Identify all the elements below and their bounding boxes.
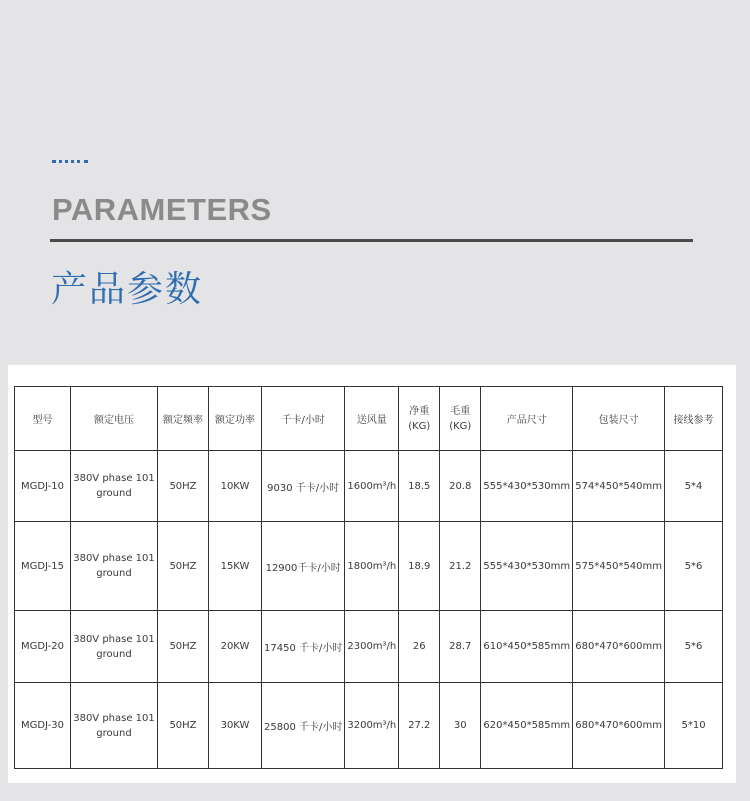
cell-net-weight: 27.2: [399, 683, 440, 769]
cell-power: 30KW: [209, 683, 262, 769]
cell-model: MGDJ-10: [15, 451, 71, 522]
column-header: 型号: [15, 387, 71, 451]
column-header: 毛重(KG): [440, 387, 481, 451]
cell-wiring: 5*6: [665, 522, 723, 611]
cell-gross-weight: 30: [440, 683, 481, 769]
cell-kcal: 17450 千卡/小时: [262, 611, 345, 683]
table-header-row: [15, 387, 723, 451]
cell-net-weight: 18.9: [399, 522, 440, 611]
column-header: 净重(KG): [399, 387, 440, 451]
cell-airflow: 3200m³/h: [345, 683, 399, 769]
section-title-en: PARAMETERS: [52, 192, 272, 227]
cell-model: MGDJ-20: [15, 611, 71, 683]
cell-power: 15KW: [209, 522, 262, 611]
cell-kcal: 25800 千卡/小时: [262, 683, 345, 769]
cell-product-size: 610*450*585mm: [481, 611, 573, 683]
column-header: 送风量: [345, 387, 399, 451]
table-row: [15, 611, 723, 683]
cell-frequency: 50HZ: [158, 451, 209, 522]
cell-power: 20KW: [209, 611, 262, 683]
cell-voltage: 380V phase 101 ground: [71, 451, 158, 522]
cell-wiring: 5*4: [665, 451, 723, 522]
column-header: 额定功率: [209, 387, 262, 451]
cell-product-size: 620*450*585mm: [481, 683, 573, 769]
cell-wiring: 5*10: [665, 683, 723, 769]
cell-airflow: 2300m³/h: [345, 611, 399, 683]
cell-power: 10KW: [209, 451, 262, 522]
section-title-cn: 产品参数: [51, 269, 204, 310]
cell-package-size: 680*470*600mm: [573, 683, 665, 769]
decorative-dots: [52, 160, 88, 163]
cell-model: MGDJ-30: [15, 683, 71, 769]
cell-kcal: 9030 千卡/小时: [262, 451, 345, 522]
cell-wiring: 5*6: [665, 611, 723, 683]
column-header: 额定电压: [71, 387, 158, 451]
table-row: [15, 451, 723, 522]
cell-package-size: 680*470*600mm: [573, 611, 665, 683]
column-header: 包装尺寸: [573, 387, 665, 451]
cell-airflow: 1800m³/h: [345, 522, 399, 611]
cell-model: MGDJ-15: [15, 522, 71, 611]
column-header: 额定频率: [158, 387, 209, 451]
cell-package-size: 574*450*540mm: [573, 451, 665, 522]
cell-package-size: 575*450*540mm: [573, 522, 665, 611]
cell-voltage: 380V phase 101 ground: [71, 683, 158, 769]
column-header: 千卡/小时: [262, 387, 345, 451]
cell-voltage: 380V phase 101 ground: [71, 522, 158, 611]
column-header: 接线参考: [665, 387, 723, 451]
column-header: 产品尺寸: [481, 387, 573, 451]
title-divider: [50, 239, 693, 242]
cell-gross-weight: 28.7: [440, 611, 481, 683]
table-row: [15, 522, 723, 611]
cell-kcal: 12900千卡/小时: [262, 522, 345, 611]
cell-airflow: 1600m³/h: [345, 451, 399, 522]
cell-frequency: 50HZ: [158, 683, 209, 769]
cell-frequency: 50HZ: [158, 522, 209, 611]
cell-product-size: 555*430*530mm: [481, 451, 573, 522]
cell-product-size: 555*430*530mm: [481, 522, 573, 611]
table-row: [15, 683, 723, 769]
cell-frequency: 50HZ: [158, 611, 209, 683]
cell-net-weight: 26: [399, 611, 440, 683]
cell-voltage: 380V phase 101 ground: [71, 611, 158, 683]
cell-net-weight: 18.5: [399, 451, 440, 522]
parameters-table: [14, 386, 723, 769]
cell-gross-weight: 20.8: [440, 451, 481, 522]
cell-gross-weight: 21.2: [440, 522, 481, 611]
